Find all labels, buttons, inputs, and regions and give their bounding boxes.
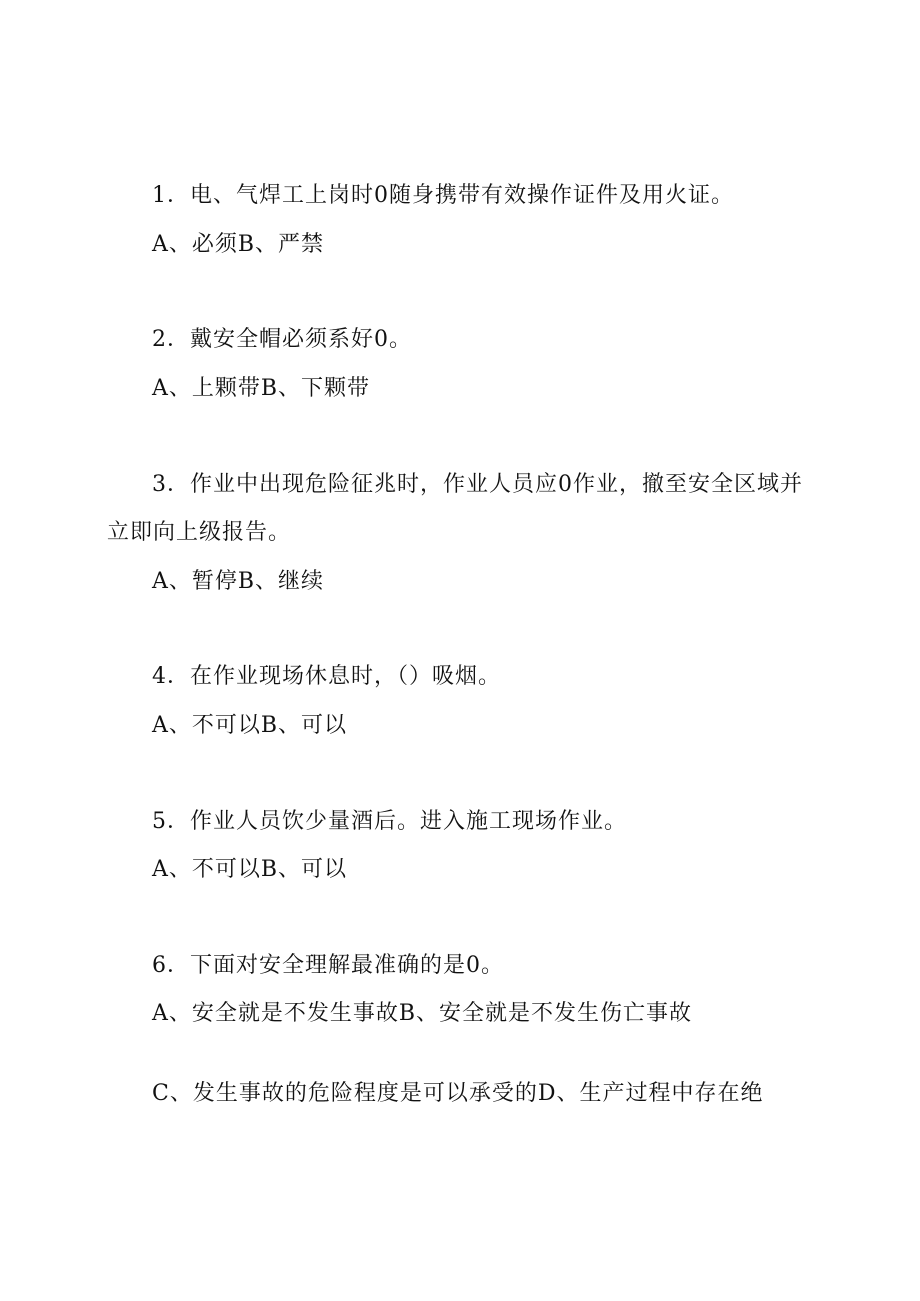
question-5-options: A、不可以B、可以 [152, 857, 348, 882]
question-6-options-cd: C、发生事故的危险程度是可以承受的D、生产过程中存在绝 [152, 1081, 764, 1106]
question-6: 6．下面对安全理解最准确的是0。 [152, 953, 504, 978]
question-1: 1．电、气焊工上岗时0随身携带有效操作证件及用火证。 [152, 183, 734, 208]
question-3-continuation: 立即向上级报告。 [107, 520, 292, 545]
question-2: 2．戴安全帽必须系好0。 [152, 327, 412, 352]
question-1-options: A、必须B、严禁 [152, 232, 325, 257]
question-3: 3．作业中出现危险征兆时，作业人员应0作业，撤至安全区域并 [152, 472, 803, 497]
question-3-options: A、暂停B、继续 [152, 569, 325, 594]
question-4-options: A、不可以B、可以 [152, 713, 348, 738]
question-4: 4．在作业现场休息时，（）吸烟。 [152, 664, 501, 689]
question-5: 5．作业人员饮少量酒后。进入施工现场作业。 [152, 809, 627, 834]
question-6-options-ab: A、安全就是不发生事故B、安全就是不发生伤亡事故 [152, 1001, 693, 1026]
question-2-options: A、上颗带B、下颗带 [152, 376, 371, 401]
